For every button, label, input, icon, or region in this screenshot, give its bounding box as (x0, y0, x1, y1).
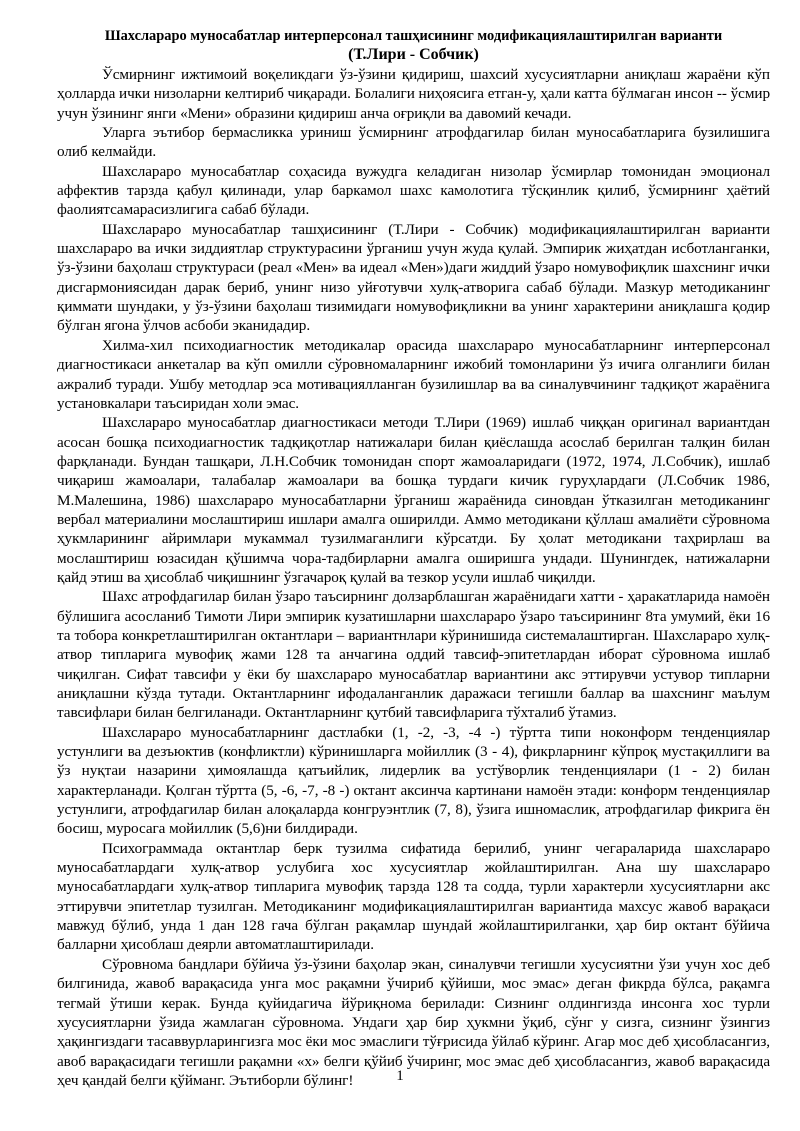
paragraph: Шахслараро муносабатлар ташҳисининг (Т.Лири - Собчик) модификациялаштирилган варианти шахслараро ва ички зиддиятлар структурасини ўрганиш учун жуда қулай. Эмпирик жиҳатдан исботланганки, ўз-ўзини баҳолаш структураси (реал «Мен» ва идеал «Мен»)даги жиддий ўзаро номувофиқлик шахснинг ички дисгармониясидан дарак бериб, унинг низо уйғотувчи хулқ-атворига сабаб бўлади. Мазкур методиканинг қиммати шундаки, у ўз-ўзини баҳолаш тизимидаги номувофиқликни ва унинг характерини аниқлашга қодир бўлган ягона ўлчов асбоби эканидадир. (57, 220, 770, 335)
paragraph: Ўсмирнинг ижтимоий воқеликдаги ўз-ўзини қидириш, шахсий хусусиятларни аниқлаш жараёни кўп ҳолларда ички низоларни келтириб чиқаради. Болалиги ниҳоясига етган-у, ҳали катта бўлмаган инсон -- ўсмир учун ўзининг янги «Мени» образини қидириш анча оғриқли ва давомий кечади. (57, 66, 770, 122)
page-number: 1 (396, 1068, 404, 1084)
paragraph: Шахслараро муносабатлар соҳасида вужудга келадиган низолар ўсмирлар томонидан эмоционал аффектив тарзда қабул қилинади, улар баркамол шахс камолотига тўсқинлик қилиб, ўсмирнинг ҳаётий фаолиятсамарасизлигига сабаб бўлади. (57, 162, 770, 219)
document-page (57, 27, 770, 1090)
paragraph: Хилма-хил психодиагностик методикалар орасида шахслараро муносабатларнинг интерперсонал диагностикаси анкеталар ва кўп омилли сўровномаларнинг ижобий томонларини ўз ичига олганлиги билан ажралиб туради. Ушбу методлар эса мотивациялланган бузилишлар ва ва синалувчининг тадқиқот жараёнига установкалари таъсиридан холи эмас. (57, 336, 770, 412)
paragraph: Психограммада октантлар берк тузилма сифатида берилиб, унинг чегараларида шахслараро муносабатлардаги хулқ-атвор услубига хос хусусиятлар жойлаштирилган. Ана шу шахслараро муносабатлардаги хулқ-атвор типларига мувофиқ тарзда 128 та содда, турли характерли хусусиятларни акс эттирувчи эпитетлар тузилган. Методиканинг модификациялаштирилган вариантида махсус жавоб варақаси мавжуд бўлиб, унда 1 дан 128 гача бўлган рақамлар шундай жойлаштирилганки, ҳар бир октант бўйича балларни ҳисоблаш деярли автоматлаштирилади. (57, 839, 770, 954)
paragraph: Уларга эътибор бермасликка уриниш ўсмирнинг атрофдагилар билан муносабатларига бузилишига олиб келмайди. (57, 124, 770, 161)
paragraph: Шахс атрофдагилар билан ўзаро таъсирнинг долзарблашган жараёнидаги хатти - ҳаракатларида намоён бўлишига асосланиб Тимоти Лири эмпирик кузатишларни шахслараро ўзаро таъсирининг 8та умумий, ёки 16 та тобора конкретлаштирилган октантлари – вариантнлари кўринишида системалаштирган. Шахслараро хулқ-атвор типларига мувофиқ жами 128 та анчагина оддий тавсиф-эпитетлардан иборат сўровнома ишлаб чиқилган. Сифат тавсифи у ёки бу шахслараро муносабатлар вариантини акс эттирувчи устувор типларни аниқлашни кўзда тутади. Октантларнинг ифодаланганлик даражаси тегишли баллар ва шахснинг маълум тавсифлари билан белгиланади. Октантларнинг қутбий тавсифларига тўхталиб ўтамиз. (57, 588, 770, 722)
document-subtitle: (Т.Лири - Собчик) (348, 46, 479, 63)
paragraph: Сўровнома бандлари бўйича ўз-ўзини баҳолар экан, синалувчи тегишли хусусиятни ўзи учун хос деб билгинида, жавоб варақасида унга мос рақамни ўчириб қўйиши, мос эмас» деган фикрда бўлса, рақамга тегмай ўтиши керак. Бунда қуйидагича йўриқнома берилади: Сизнинг олдингизда инсонга хос турли хусусиятларни ўзида жамлаган сўровнома. Ундаги ҳар бир ҳукмни ўқиб, сўнг у сизга, сизнинг ўзингиз ҳақингиздаги тасаввурларингизга мос ёки мос эмаслиги тўғрисида ўйлаб кўринг. Агар мос деб ҳисобласангиз, авоб варақасидаги тегишли рақамни «х» белги қўйиб ўчиринг, мос эмас деб ҳисобласангиз, жавоб варақасида ҳеч қандай белги қўйманг. Эътиборли бўлинг! (57, 955, 770, 1089)
document-title: Шахслараро муносабатлар интерперсонал ташҳисининг модификациялаштирилган варианти (104, 28, 723, 44)
paragraph: Шахслараро муносабатлар диагностикаси методи Т.Лири (1969) ишлаб чиққан оригинал вариантдан асосан бошқа психодиагностик тадқиқотлар натижалари билан қиёслашда асослаб берилган талқин билан фарқланади. Бундан ташқари, Л.Н.Собчик томонидан спорт жамоаларидаги (1972, 1974, Л.Собчик), ишлаб чиқариш жамоалари, талабалар жамоалари ва бошқа турдаги кичик гуруҳлардаги (Л.Собчик 1986, М.Малешина, 1986) шахслараро муносабатларни ўрганиш жараёнида синовдан ўтказилган методиканинг вербал материалини мослаштириш ишлари амалга оширилди. Аммо методикани қўллаш амалиёти сўровнома ҳукмларининг айримлари мукаммал тузилмаганлиги кўрсатди. Бу ҳолат методикани таҳрирлаш ва мослаштириш юзасидан қўшимча чора-тадбирларни амалга оширишга ундади. Шунингдек, натижаларни қайд этиш ва ҳисоблаб чиқишнинг ўзгачароқ қулай ва тезкор усули ишлаб чиқилди. (57, 414, 770, 586)
paragraph: Шахслараро муносабатларнинг дастлабки (1, -2, -3, -4 -) тўртта типи ноконформ тенденциялар устунлиги ва дезъюктив (конфликтли) кўринишларга мойиллик (3 - 4), фикрларнинг кўпроқ мустақиллиги ва ўз нуқтаи назарини ҳимоялашда қатъийлик, лидерлик ва устўворлик тенденциялари (1 - 2) билан характерланади. Қолган тўртта (5, -6, -7, -8 -) октант аксинча картинани намоён этади: конформ тенденциялар устунлиги, атрофдагилар билан алоқаларда конгруэнтлик (7, 8), ўзига ишномаслик, атрофдагилар фикрига ён босиш, муросага мойиллик (5,6)ни билдиради. (57, 723, 770, 838)
